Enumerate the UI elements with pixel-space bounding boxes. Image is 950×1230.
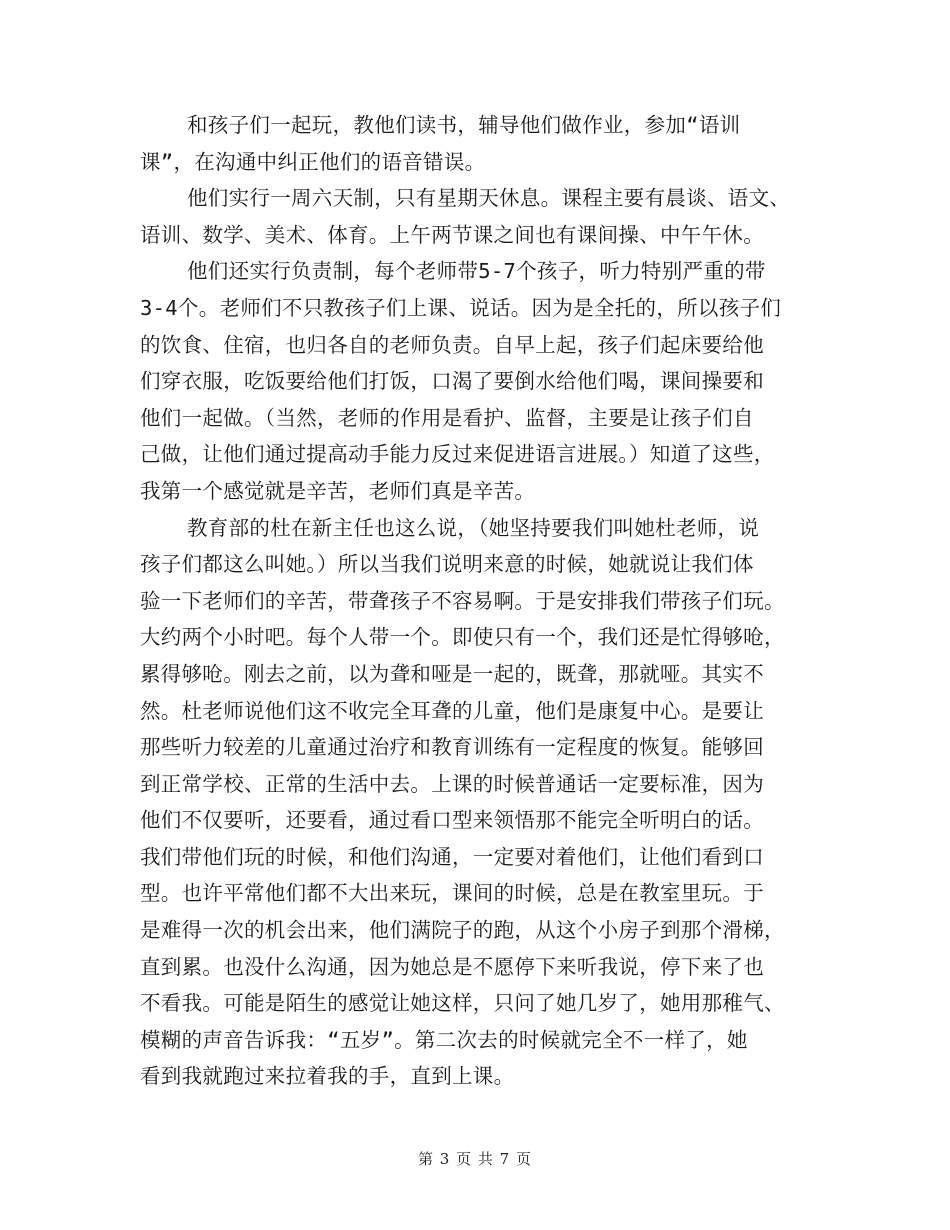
text-line: 到正常学校、正常的生活中去。上课的时候普通话一定要标准，因为 xyxy=(140,771,764,796)
document-body xyxy=(140,107,820,1095)
text-line: 他们不仅要听，还要看，通过看口型来领悟那不能完全听明白的话。 xyxy=(140,808,764,833)
paragraph-1 xyxy=(140,107,820,180)
text-line: 那些听力较差的儿童通过治疗和教育训练有一定程度的恢复。能够回 xyxy=(140,735,764,760)
text-line: 课”，在沟通中纠正他们的语音错误。 xyxy=(140,149,486,174)
text-line: 累得够呛。刚去之前，以为聋和哑是一起的，既聋，那就哑。其实不 xyxy=(140,661,764,686)
text-line: 和孩子们一起玩，教他们读书，辅导他们做作业，参加“语训 xyxy=(187,113,741,137)
text-line: 们穿衣服，吃饭要给他们打饭，口渴了要倒水给他们喝，课间操要和 xyxy=(140,369,764,394)
text-line: 看到我就跑过来拉着我的手，直到上课。 xyxy=(140,1064,515,1089)
text-line: 是难得一次的机会出来，他们满院子的跑，从这个小房子到那个滑梯， xyxy=(140,918,785,943)
text-line: 他们实行一周六天制，只有星期天休息。课程主要有晨谈、语文、 xyxy=(187,186,791,211)
paragraph-3 xyxy=(140,253,820,509)
text-line: 模糊的声音告诉我：“五岁”。第二次去的时候就完全不一样了，她 xyxy=(140,1027,748,1052)
page-number-footer: 第 3 页 共 7 页 xyxy=(418,1150,532,1168)
text-line: 大约两个小时吧。每个人带一个。即使只有一个，我们还是忙得够呛， xyxy=(140,625,785,650)
text-line: 他们还实行负责制，每个老师带5-7个孩子，听力特别严重的带 xyxy=(187,259,766,284)
text-line: 教育部的杜在新主任也这么说，（她坚持要我们叫她杜老师，说 xyxy=(187,515,760,540)
text-line: 孩子们都这么叫她。）所以当我们说明来意的时候，她就说让我们体 xyxy=(140,552,754,577)
text-line: 3-4个。老师们不只教孩子们上课、说话。因为是全托的，所以孩子们 xyxy=(140,295,782,320)
text-line: 型。也许平常他们都不大出来玩，课间的时候，总是在教室里玩。于 xyxy=(140,881,764,906)
paragraph-4 xyxy=(140,510,820,1096)
text-line: 语训、数学、美术、体育。上午两节课之间也有课间操、中午午休。 xyxy=(140,222,764,247)
text-line: 我们带他们玩的时候，和他们沟通，一定要对着他们，让他们看到口 xyxy=(140,844,764,869)
text-line: 我第一个感觉就是辛苦，老师们真是辛苦。 xyxy=(140,478,536,503)
text-line: 验一下老师们的辛苦，带聋孩子不容易啊。于是安排我们带孩子们玩。 xyxy=(140,588,785,613)
text-line: 的饮食、住宿，也归各自的老师负责。自早上起，孩子们起床要给他 xyxy=(140,332,764,357)
text-line: 他们一起做。（当然，老师的作用是看护、监督，主要是让孩子们自 xyxy=(140,405,754,430)
text-line: 己做，让他们通过提高动手能力反过来促进语言进展。）知道了这些， xyxy=(140,442,775,467)
text-line: 然。杜老师说他们这不收完全耳聋的儿童，他们是康复中心。是要让 xyxy=(140,698,764,723)
text-line: 不看我。可能是陌生的感觉让她这样，只问了她几岁了，她用那稚气、 xyxy=(140,991,785,1016)
paragraph-2 xyxy=(140,180,820,253)
text-line: 直到累。也没什么沟通，因为她总是不愿停下来听我说，停下来了也 xyxy=(140,954,764,979)
